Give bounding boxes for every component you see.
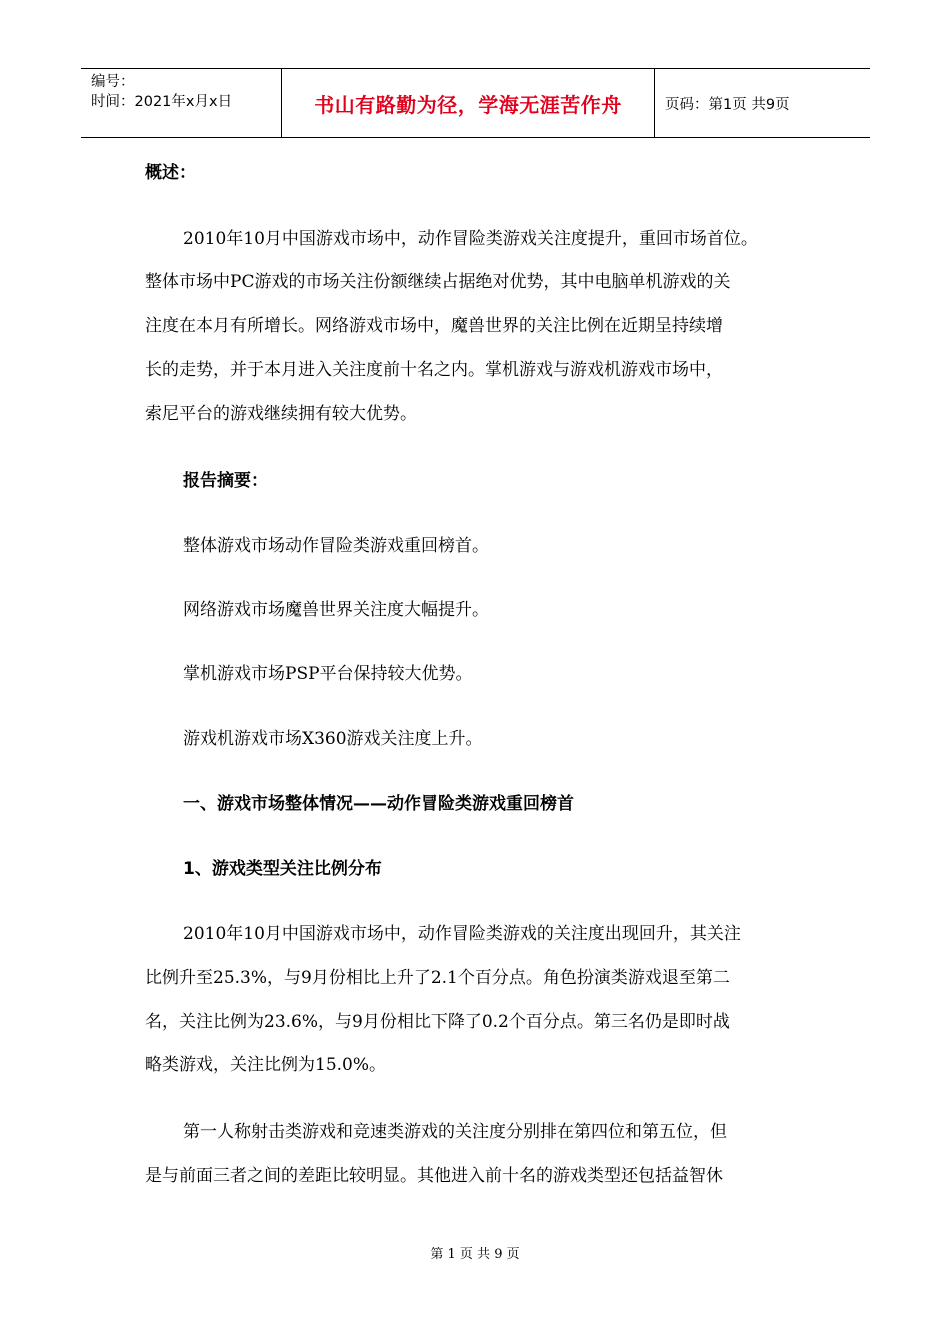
- document-time-label: 时间：2021年x月x日: [91, 94, 233, 110]
- summary-item: 整体游戏市场动作冒险类游戏重回榜首。: [183, 536, 489, 556]
- footer-page-number: 第 1 页 共 9 页: [430, 1247, 520, 1262]
- document-header: [81, 68, 870, 138]
- overview-line: 2010年10月中国游戏市场中，动作冒险类游戏关注度提升，重回市场首位。: [183, 229, 758, 249]
- page-footer: [0, 1246, 950, 1264]
- paragraph-line: 名，关注比例为23.6%，与9月份相比下降了0.2个百分点。第三名仍是即时战: [145, 1012, 730, 1032]
- section-heading: 一、游戏市场整体情况——动作冒险类游戏重回榜首: [183, 794, 574, 814]
- summary-item: 游戏机游戏市场X360游戏关注度上升。: [183, 729, 483, 749]
- subsection-heading: 1、游戏类型关注比例分布: [183, 859, 382, 879]
- paragraph-line: 第一人称射击类游戏和竞速类游戏的关注度分别排在第四位和第五位，但: [183, 1122, 727, 1142]
- header-motto: 书山有路勤为径，学海无涯苦作舟: [314, 92, 622, 117]
- paragraph-line: 比例升至25.3%，与9月份相比上升了2.1个百分点。角色扮演类游戏退至第二: [145, 968, 730, 988]
- header-page-number: 页码：第1页 共9页: [665, 96, 790, 113]
- overview-heading: 概述：: [145, 163, 196, 183]
- header-meta: [81, 69, 281, 137]
- paragraph-line: 略类游戏，关注比例为15.0%。: [145, 1055, 387, 1075]
- summary-item: 掌机游戏市场PSP平台保持较大优势。: [183, 664, 473, 684]
- overview-line: 注度在本月有所增长。网络游戏市场中，魔兽世界的关注比例在近期呈持续增: [145, 316, 723, 336]
- document-number-label: 编号：: [91, 74, 135, 90]
- summary-heading: 报告摘要：: [183, 471, 268, 491]
- overview-line: 整体市场中PC游戏的市场关注份额继续占据绝对优势，其中电脑单机游戏的关: [145, 272, 731, 292]
- paragraph-line: 是与前面三者之间的差距比较明显。其他进入前十名的游戏类型还包括益智休: [145, 1166, 723, 1186]
- overview-line: 索尼平台的游戏继续拥有较大优势。: [145, 404, 417, 424]
- header-motto-cell: [281, 69, 655, 137]
- overview-line: 长的走势，并于本月进入关注度前十名之内。掌机游戏与游戏机游戏市场中，: [145, 360, 723, 380]
- summary-item: 网络游戏市场魔兽世界关注度大幅提升。: [183, 600, 489, 620]
- header-page-info: [655, 69, 870, 137]
- paragraph-line: 2010年10月中国游戏市场中，动作冒险类游戏的关注度出现回升，其关注: [183, 924, 741, 944]
